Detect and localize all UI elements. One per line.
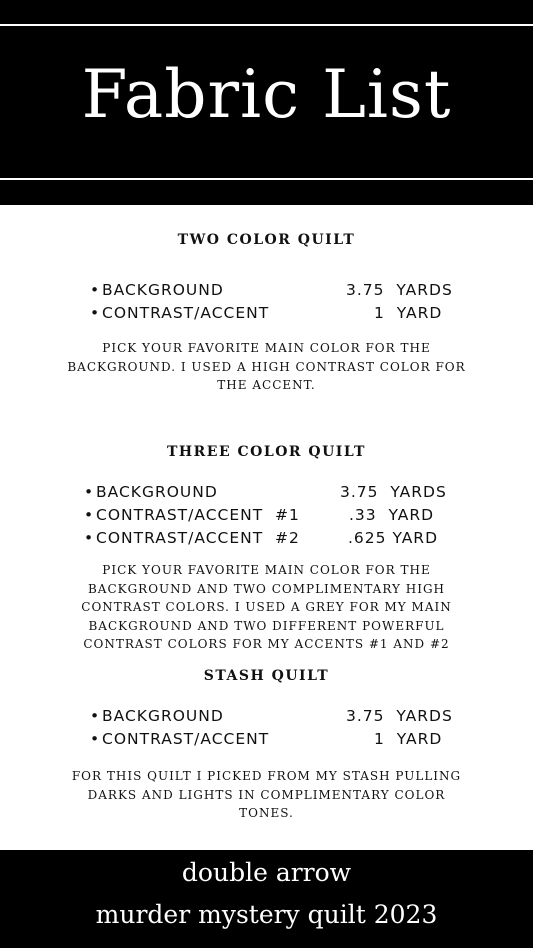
banner-bottom-rule bbox=[0, 178, 533, 180]
item-quantity: 3.75 YARDS bbox=[340, 483, 447, 501]
item-quantity: 1 YARD bbox=[374, 304, 443, 322]
item-quantity: 3.75 YARDS bbox=[346, 707, 453, 725]
section-note: PICK YOUR FAVORITE MAIN COLOR FOR THE BACKGROUND. I USED A HIGH CONTRAST COLOR FOR THE ACCENT. bbox=[67, 341, 466, 392]
bullet-icon: • bbox=[84, 483, 95, 501]
footer-line-1: double arrow bbox=[181, 858, 352, 887]
list-item bbox=[90, 728, 269, 750]
item-label: BACKGROUND bbox=[102, 707, 224, 725]
bullet-icon: • bbox=[84, 506, 95, 524]
section-note: PICK YOUR FAVORITE MAIN COLOR FOR THE BACKGROUND AND TWO COMPLIMENTARY HIGH CONTRAST COLORS. I USED A GREY FOR MY MAIN BACKGROUND AND TWO DIFFERENT POWERFUL CONTRAST COLORS FOR MY ACCENTS #1 AND #2 bbox=[81, 563, 452, 651]
item-label: CONTRAST/ACCENT #1 bbox=[96, 506, 300, 524]
bullet-icon: • bbox=[90, 730, 101, 748]
item-label: CONTRAST/ACCENT bbox=[102, 730, 270, 748]
item-quantity: .625 YARD bbox=[348, 529, 439, 547]
footer-banner bbox=[0, 850, 533, 948]
bullet-icon: • bbox=[84, 529, 95, 547]
item-quantity: 1 YARD bbox=[374, 730, 443, 748]
section-title-three-color: THREE COLOR QUILT bbox=[167, 444, 366, 460]
page-title: Fabric List bbox=[81, 56, 452, 133]
footer-line-2: murder mystery quilt 2023 bbox=[95, 900, 438, 929]
section-note: FOR THIS QUILT I PICKED FROM MY STASH PULLING DARKS AND LIGHTS IN COMPLIMENTARY COLOR TONES. bbox=[71, 769, 462, 820]
item-label: BACKGROUND bbox=[102, 281, 224, 299]
bullet-icon: • bbox=[90, 304, 101, 322]
list-item bbox=[90, 302, 269, 324]
section-title-two-color: TWO COLOR QUILT bbox=[177, 232, 356, 248]
item-quantity: .33 YARD bbox=[349, 506, 435, 524]
item-label: CONTRAST/ACCENT #2 bbox=[96, 529, 300, 547]
list-item bbox=[84, 481, 218, 503]
list-item bbox=[90, 705, 224, 727]
bullet-icon: • bbox=[90, 281, 101, 299]
list-item bbox=[84, 504, 300, 526]
banner-top-rule bbox=[0, 24, 533, 26]
bullet-icon: • bbox=[90, 707, 101, 725]
item-label: CONTRAST/ACCENT bbox=[102, 304, 270, 322]
title-banner bbox=[0, 0, 533, 205]
section-title-stash: STASH QUILT bbox=[203, 668, 330, 684]
item-label: BACKGROUND bbox=[96, 483, 218, 501]
list-item bbox=[84, 527, 300, 549]
list-item bbox=[90, 279, 224, 301]
item-quantity: 3.75 YARDS bbox=[346, 281, 453, 299]
